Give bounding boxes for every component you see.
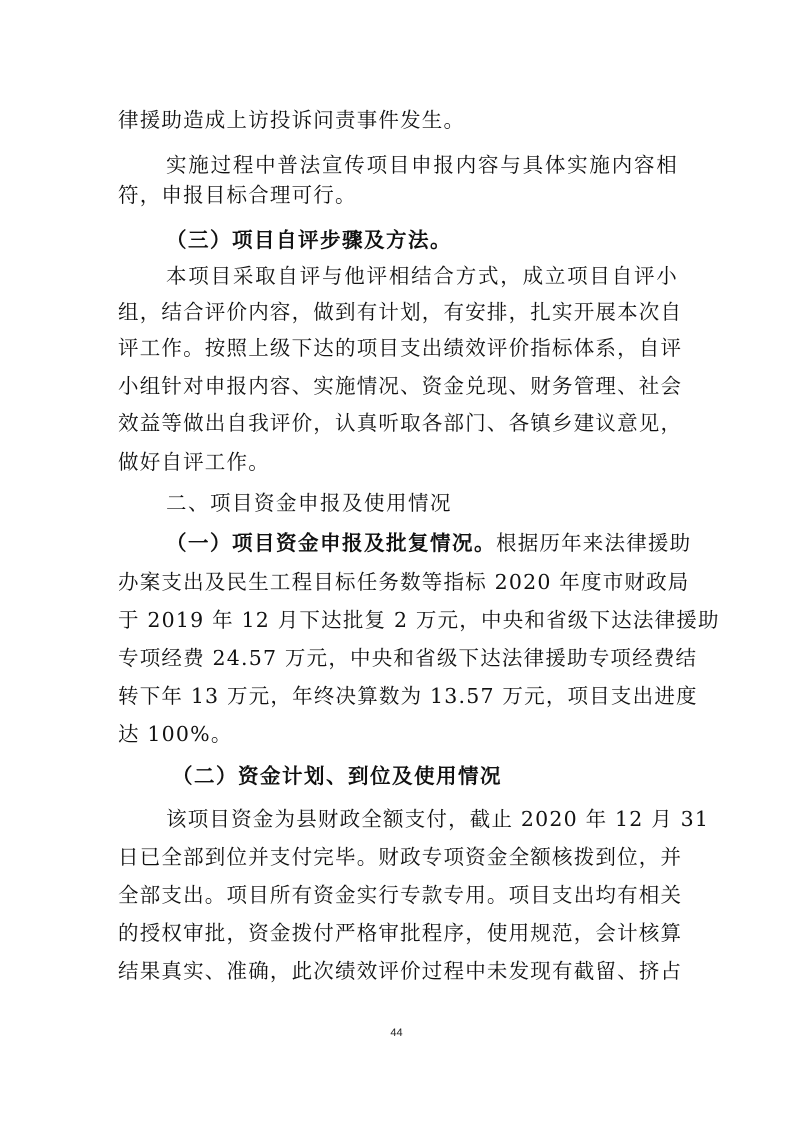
section-heading: （三）项目自评步骤及方法。	[166, 228, 452, 252]
inline-text: 根据历年来法律援助	[496, 531, 692, 555]
inline-heading: （一）项目资金申报及批复情况。	[166, 531, 496, 555]
paragraph-line: 全部支出。项目所有资金实行专款专用。项目支出均有相关	[118, 883, 683, 907]
paragraph-line: 实施过程中普法宣传项目申报内容与具体实施内容相	[166, 153, 678, 177]
paragraph-line: 办案支出及民生工程目标任务数等指标 2020 年度市财政局	[118, 570, 690, 594]
paragraph-line: 日已全部到位并支付完毕。财政专项资金全额核拨到位，并	[118, 845, 683, 869]
paragraph-line: 律援助造成上访投诉问责事件发生。	[118, 108, 466, 132]
paragraph-line: 的授权审批，资金拨付严格审批程序，使用规范，会计核算	[118, 921, 683, 945]
paragraph-line: 符，申报目标合理可行。	[118, 183, 357, 207]
paragraph-line: 评工作。按照上级下达的项目支出绩效评价指标体系，自评	[118, 336, 683, 360]
paragraph-line: 于 2019 年 12 月下达批复 2 万元，中央和省级下达法律援助	[118, 608, 720, 632]
paragraph-line: 本项目采取自评与他评相结合方式，成立项目自评小	[166, 264, 678, 288]
paragraph-line: 小组针对申报内容、实施情况、资金兑现、财务管理、社会	[118, 374, 683, 398]
paragraph-line: 该项目资金为县财政全额支付，截止 2020 年 12 月 31	[166, 807, 710, 831]
paragraph-line: 转下年 13 万元，年终决算数为 13.57 万元，项目支出进度	[118, 684, 698, 708]
paragraph-line: 结果真实、准确，此次绩效评价过程中未发现有截留、挤占	[118, 959, 683, 983]
paragraph-line: 效益等做出自我评价，认真听取各部门、各镇乡建议意见，	[118, 411, 683, 435]
chapter-heading: 二、项目资金申报及使用情况	[166, 491, 452, 515]
paragraph-line: 组，结合评价内容，做到有计划，有安排，扎实开展本次自	[118, 300, 683, 324]
paragraph-line: 做好自评工作。	[118, 450, 270, 474]
paragraph-line-composite	[166, 529, 692, 557]
page-number: 44	[390, 1027, 403, 1039]
paragraph-line: 达 100%。	[118, 722, 233, 746]
section-heading: （二）资金计划、到位及使用情况	[172, 764, 502, 788]
paragraph-line: 专项经费 24.57 万元，中央和省级下达法律援助专项经费结	[118, 646, 698, 670]
